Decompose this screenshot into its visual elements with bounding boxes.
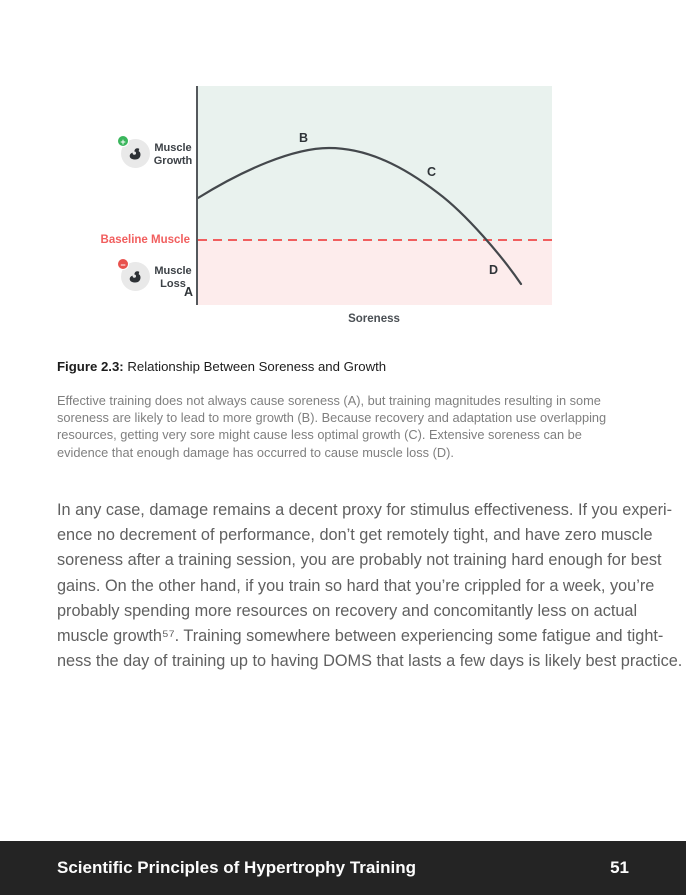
description-line: resources, getting very sore might cause less optimal growth (C). Extensive soreness can be	[57, 427, 582, 443]
muscle-loss-icon	[121, 262, 150, 291]
plus-badge-icon: +	[117, 135, 129, 147]
body-line: muscle growth⁵⁷. Training somewhere between experiencing some fatigue and tight-	[57, 627, 664, 646]
description-line: Effective training does not always cause soreness (A), but training magnitudes resulting in some	[57, 393, 601, 408]
soreness-growth-curve	[198, 86, 554, 305]
description-line: evidence that enough damage has occurred to cause muscle loss (D).	[57, 444, 454, 460]
body-line: In any case, damage remains a decent proxy for stimulus effectiveness. If you experi-	[57, 501, 673, 519]
body-paragraph	[57, 498, 683, 674]
figure-caption	[57, 359, 386, 374]
body-line: soreness after a training session, you are probably not training hard enough for best	[57, 551, 662, 570]
point-label-b: B	[299, 131, 309, 145]
bicep-arm-icon	[126, 267, 145, 286]
baseline-muscle-label: Baseline Muscle	[100, 234, 190, 246]
footer-page-number: 51	[610, 858, 629, 877]
muscle-growth-label: Muscle Growth	[153, 142, 193, 167]
x-axis-label: Soreness	[348, 313, 400, 325]
minus-badge-icon: −	[117, 258, 129, 270]
point-label-d: D	[489, 263, 499, 277]
point-label-c: C	[427, 165, 437, 179]
figure-caption-number: Figure 2.3:	[57, 359, 124, 374]
body-line: probably spending more resources on recovery and concomitantly less on actual	[57, 601, 638, 620]
point-label-a: A	[184, 285, 194, 299]
bicep-arm-icon	[126, 144, 145, 163]
body-line: gains. On the other hand, if you train so hard that you’re crippled for a week, you’re	[57, 576, 655, 595]
body-line: ence no decrement of performance, don’t get remotely tight, and have zero muscle	[57, 526, 653, 545]
description-line: soreness are likely to lead to more growth (B). Because recovery and adaptation use overlapping	[57, 410, 607, 426]
footer-book-title: Scientific Principles of Hypertrophy Training	[57, 858, 416, 877]
soreness-growth-chart	[0, 86, 686, 334]
body-line: ness the day of training up to having DOMS that lasts a few days is likely best practice.	[57, 652, 683, 671]
muscle-growth-icon	[121, 139, 150, 168]
muscle-loss-label: Muscle Loss	[154, 265, 192, 290]
figure-caption-title: Relationship Between Soreness and Growth	[123, 359, 387, 374]
footer-bar	[0, 841, 686, 895]
figure-description	[57, 392, 647, 461]
plot-area	[184, 86, 552, 305]
